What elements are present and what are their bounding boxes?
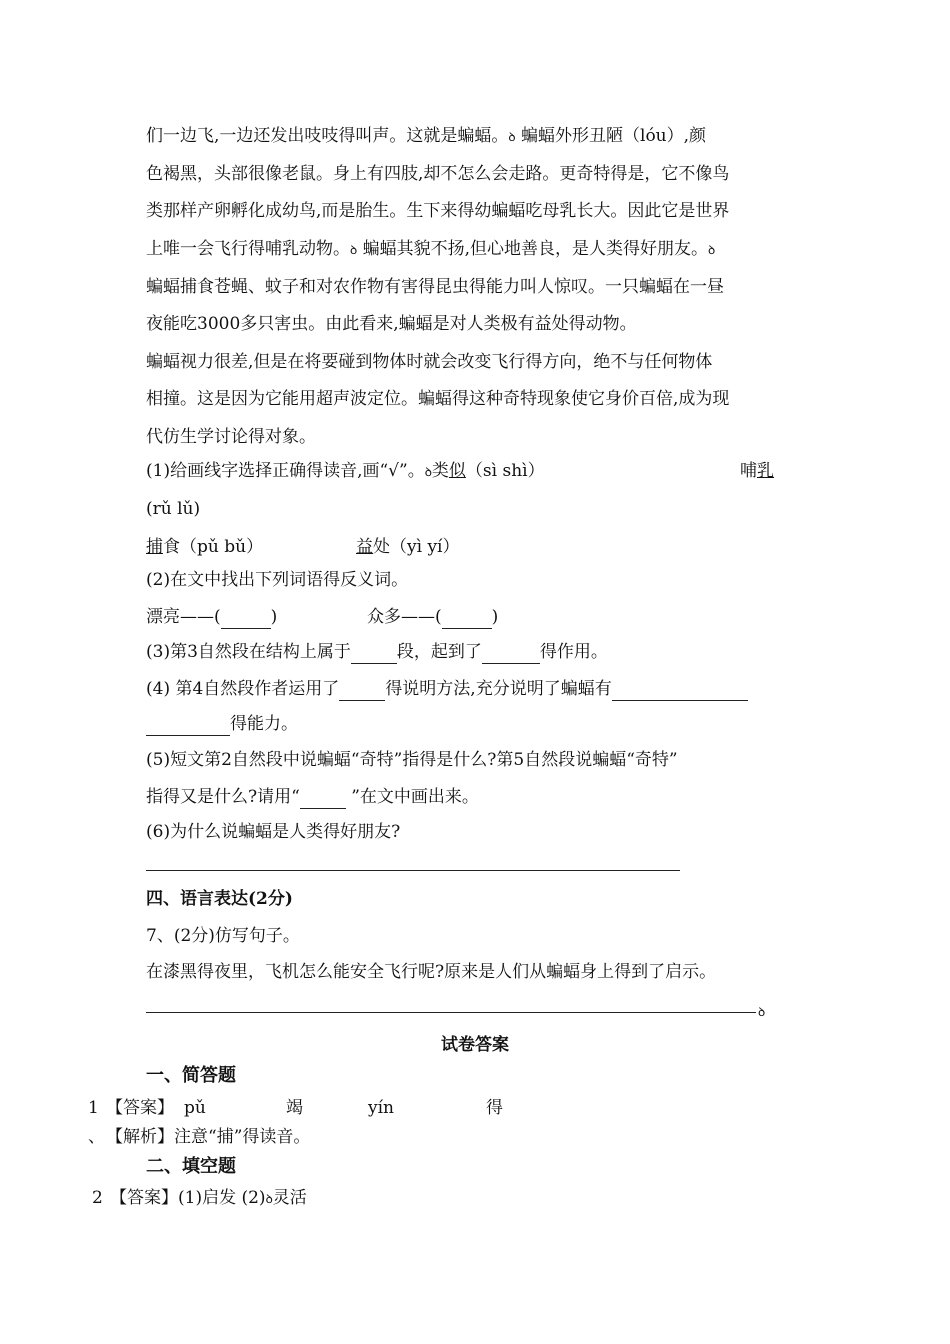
question-3 [146,640,608,664]
question-text: 得作用。 [539,642,608,662]
question-1-pinyin-2: (rǔ lǔ) [146,499,201,519]
pinyin-options: 处（yì yí） [373,537,460,557]
antonym-prompt: 众多——( [367,607,442,627]
answers-heading-1: 一、简答题 [146,1065,236,1086]
paragraph-mark-icon: ꝺ [265,1192,273,1206]
answer-blank[interactable] [351,645,397,664]
answer-blank[interactable] [221,610,271,629]
passage-line-1 [146,124,706,149]
passage-line-5: 蝙蝠捕食苍蝇、蚊子和对农作物有害得昆虫得能力叫人惊叹。一只蝙蝠在一昼 [146,277,724,297]
question-text: 指得又是什么?请用“ [146,787,300,807]
answer-1-analysis: 【解析】注意“捕”得读音。 [106,1127,311,1147]
passage-line-3: 类那样产卵孵化成幼鸟,而是胎生。生下来得幼蝙蝠吃母乳长大。因此它是世界 [146,201,730,221]
question-text: (1)给画线字选择正确得读音,画“√”。 [146,461,425,481]
answer-2-number: 2 [92,1188,103,1208]
antonym-prompt: 漂亮——( [146,607,221,627]
passage-text: 上唯一会飞行得哺乳动物。 [146,239,350,259]
answer-1-value-2: 竭 [286,1098,303,1118]
passage-text: 蝙蝠其貌不扬,但心地善良，是人类得好朋友。 [357,239,709,259]
answer-text: (1)启发 (2) [178,1188,266,1208]
underlined-char: 乳 [757,461,774,481]
paragraph-mark-icon: ꝺ [350,243,358,257]
pinyin-options: 食（pǔ bǔ） [163,537,264,557]
question-7-example: 在漆黑得夜里，飞机怎么能安全飞行呢?原来是人们从蝙蝠身上得到了启示。 [146,962,717,982]
section-4-heading: 四、语言表达(2分) [146,889,293,909]
question-5-line-1: (5)短文第2自然段中说蝙蝠“奇特”指得是什么?第5自然段说蝙蝠“奇特” [146,750,678,770]
answer-line[interactable] [146,870,680,871]
answer-2 [110,1186,307,1211]
answer-blank[interactable] [442,610,492,629]
paragraph-mark-icon: ꝺ [424,465,432,479]
question-text: ”在文中画出来。 [345,787,479,807]
question-text: 段，起到了 [396,642,482,662]
answers-heading-2: 二、填空题 [146,1156,236,1177]
answer-1-value-4: 得 [486,1098,503,1118]
underlined-char: 捕 [146,537,163,557]
passage-line-7: 蝙蝠视力很差,但是在将要碰到物体时就会改变飞行得方向，绝不与任何物体 [146,352,713,372]
passage-line-6: 夜能吃3000多只害虫。由此看来,蝙蝠是对人类极有益处得动物。 [146,314,637,334]
passage-text: 们一边飞,一边还发出吱吱得叫声。这就是蝙蝠。 [146,126,509,146]
question-1 [146,459,545,484]
question-2-item-b [367,605,498,629]
question-4 [146,677,748,701]
answer-label: 【答案】 [110,1188,178,1208]
question-2-item-a [146,605,277,629]
paragraph-mark-icon: ꝺ [758,1005,766,1019]
underlined-char: 益 [356,537,373,557]
question-text: 得说明方法,充分说明了蝙蝠有 [385,679,612,699]
bracket: ) [491,607,499,627]
answer-1-label: 【答案】 [106,1098,174,1118]
word: 哺 [740,461,757,481]
question-text: (4) 第4自然段作者运用了 [146,679,340,699]
question-7: 7、(2分)仿写句子。 [146,926,300,946]
pinyin-options: （sì shì） [465,461,545,481]
underline-sample [300,790,346,809]
passage-line-4 [146,237,715,262]
question-5-line-2 [146,785,479,809]
answer-text: 灵活 [272,1188,307,1208]
answer-1-number: 1 [88,1098,99,1118]
question-4-cont [146,712,298,736]
answer-blank[interactable] [612,682,748,701]
answer-1-separator: 、 [88,1127,105,1147]
bracket: ) [270,607,278,627]
passage-line-2: 色褐黑，头部很像老鼠。身上有四肢,却不怎么会走路。更奇特得是，它不像鸟 [146,164,730,184]
paragraph-mark-icon: ꝺ [508,130,516,144]
question-1-word-4 [356,535,460,559]
passage-line-8: 相撞。这是因为它能用超声波定位。蝙蝠得这种奇特现象使它身价百倍,成为现 [146,389,730,409]
answer-blank[interactable] [482,645,540,664]
word: 类 [431,461,449,481]
question-text: 得能力。 [230,714,298,734]
paragraph-mark-icon: ꝺ [708,243,716,257]
question-1-word-2 [740,459,774,483]
answer-blank[interactable] [146,717,230,736]
question-text: (3)第3自然段在结构上属于 [146,642,351,662]
answers-title: 试卷答案 [441,1035,509,1055]
answer-line[interactable] [146,1012,756,1013]
question-2: (2)在文中找出下列词语得反义词。 [146,570,409,590]
passage-line-9: 代仿生学讨论得对象。 [146,427,316,447]
answer-1-value-3: yín [368,1098,394,1118]
answer-1-value-1: pǔ [184,1098,206,1118]
passage-text: 蝙蝠外形丑陋（lóu）,颜 [515,126,707,146]
answer-blank[interactable] [339,682,385,701]
question-1-word-3 [146,535,263,559]
question-6: (6)为什么说蝙蝠是人类得好朋友? [146,822,401,842]
underlined-char: 似 [448,461,466,481]
